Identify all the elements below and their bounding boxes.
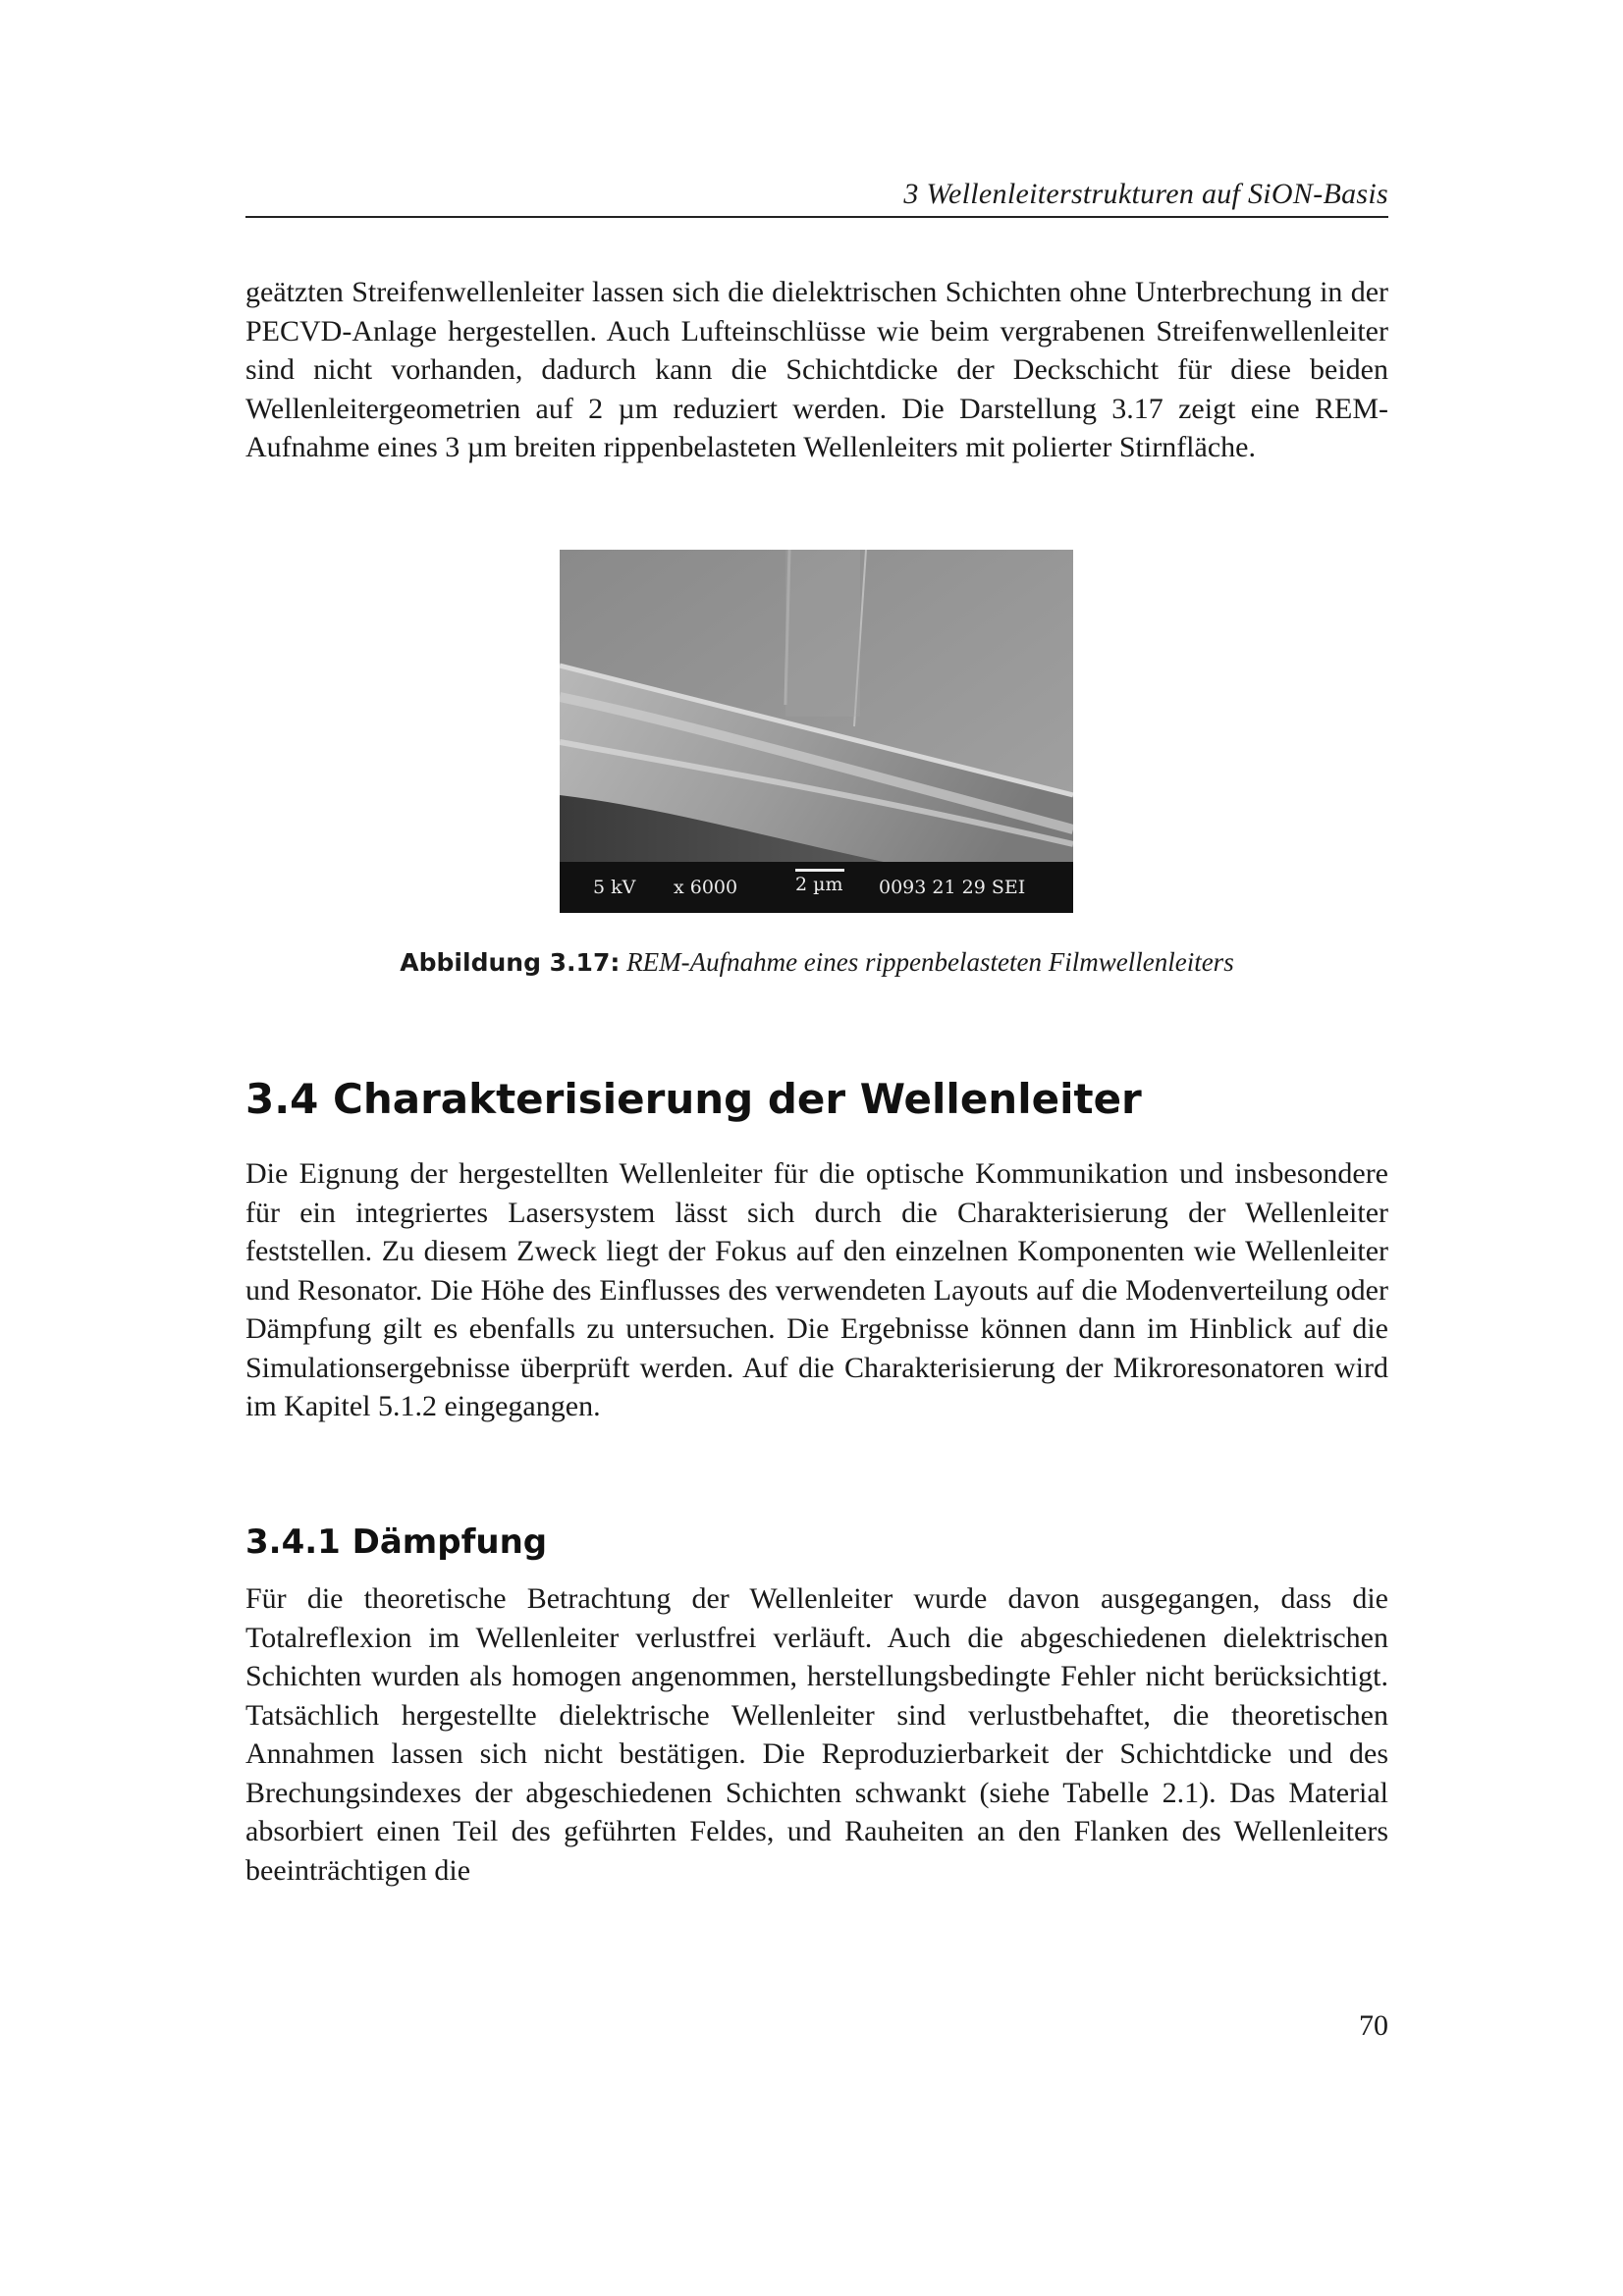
page-number: 70 bbox=[1359, 2009, 1388, 2042]
caption-text: REM-Aufnahme eines rippenbelasteten Filmwellenleiters bbox=[626, 947, 1234, 977]
sem-image bbox=[560, 550, 1073, 913]
sem-micrograph bbox=[560, 550, 1073, 913]
header-rule bbox=[245, 216, 1388, 218]
paragraph-characterization: Die Eignung der hergestellten Wellenleiter für die optische Kommunikation und insbesondere für ein integriertes Lasersystem lässt sich durch die Charakterisierung der Wellenleiter feststellen. Zu diesem Zweck liegt der Fokus auf den einzelnen Komponenten wie Wellenleiter und Resonator. Die Höhe des Einflusses des verwendeten Layouts auf die Modenverteilung oder Dämpfung gilt es ebenfalls zu untersuchen. Die Ergebnisse können dann im Hinblick auf die Simulationsergebnisse überprüft werden. Auf die Charakterisierung der Mikroresonatoren wird im Kapitel 5.1.2 eingegangen. bbox=[245, 1157, 1388, 1422]
sem-voltage: 5 kV bbox=[593, 877, 636, 898]
sem-image-id: 0093 21 29 SEI bbox=[879, 877, 1026, 898]
section-heading: 3.4 Charakterisierung der Wellenleiter bbox=[245, 1075, 1142, 1123]
sem-info-bar bbox=[560, 862, 1073, 913]
paragraph-intro: geätzten Streifenwellenleiter lassen sich die dielektrischen Schichten ohne Unterbrechung in der PECVD-Anlage hergestellen. Auch Lufteinschlüsse wie beim vergrabenen Streifenwellenleiter sind nicht vorhanden, dadurch kann die Schichtdicke der Deckschicht für diese beiden Wellenleitergeometrien auf 2 µm reduziert werden. Die Darstellung 3.17 zeigt eine REM-Aufnahme eines 3 µm breiten rippenbelasteten Wellenleiters mit polierter Stirnfläche. bbox=[245, 276, 1388, 463]
running-header: 3 Wellenleiterstrukturen auf SiON-Basis bbox=[903, 178, 1388, 210]
paragraph-damping: Für die theoretische Betrachtung der Wellenleiter wurde davon ausgegangen, dass die Totalreflexion im Wellenleiter verlustfrei verläuft. Auch die abgeschiedenen dielektrischen Schichten wurden als homogen angenommen, herstellungsbedingte Fehler nicht berücksichtigt. Tatsächlich hergestellte dielektrische Wellenleiter sind verlustbehaftet, die theoretischen Annahmen lassen sich nicht bestätigen. Die Reproduzierbarkeit der Schichtdicke und des Brechungsindexes der abgeschiedenen Schichten schwankt (siehe Tabelle 2.1). Das Material absorbiert einen Teil des geführten Feldes, und Rauheiten an den Flanken des Wellenleiters beeinträchtigen die bbox=[245, 1582, 1388, 1887]
figure-caption bbox=[245, 944, 1388, 981]
sem-magnification: x 6000 bbox=[674, 877, 738, 898]
subsection-heading: 3.4.1 Dämpfung bbox=[245, 1522, 548, 1562]
caption-label: Abbildung 3.17: bbox=[400, 948, 621, 977]
sem-scale-bar bbox=[795, 869, 844, 872]
sem-scale-label: 2 µm bbox=[795, 874, 843, 895]
